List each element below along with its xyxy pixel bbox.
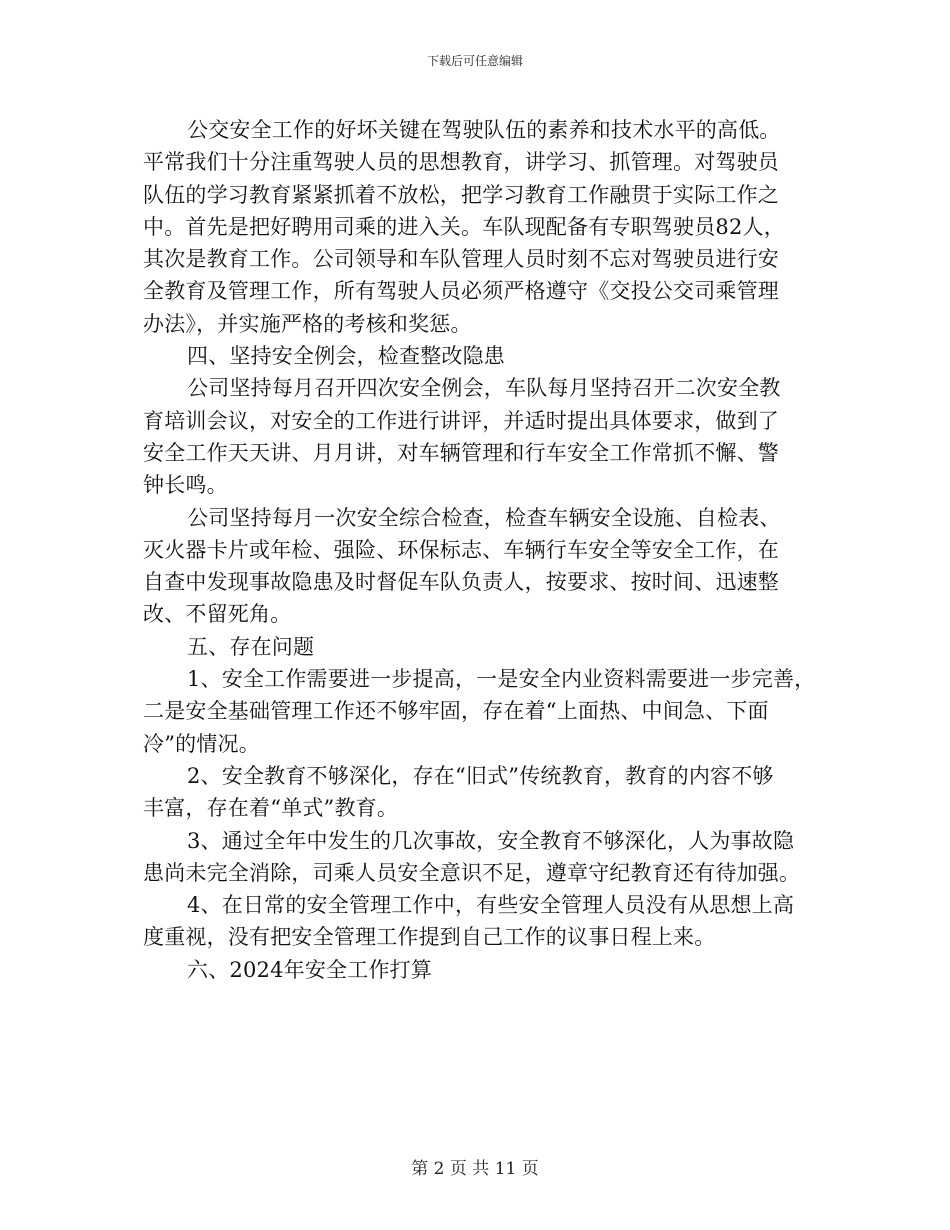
page-footer: 第 2 页 共 11 页	[411, 1159, 539, 1179]
text-line: 其次是教育工作。公司领导和车队管理人员时刻不忘对驾驶员进行安	[143, 247, 779, 272]
text-line: 4、在日常的安全管理工作中，有些安全管理人员没有从思想上高	[187, 893, 795, 918]
text-line: 公司坚持每月召开四次安全例会，车队每月坚持召开二次安全教	[187, 376, 781, 401]
text-line: 患尚未完全消除，司乘人员安全意识不足，遵章守纪教育还有待加强。	[143, 860, 801, 885]
text-line: 丰富，存在着“单式”教育。	[143, 796, 399, 821]
text-line: 3、通过全年中发生的几次事故，安全教育不够深化，人为事故隐	[187, 828, 795, 853]
text-line: 2、安全教育不够深化，存在“旧式”传统教育，教育的内容不够	[187, 763, 774, 788]
text-line: 育培训会议，对安全的工作进行讲评，并适时提出具体要求，做到了	[143, 408, 779, 433]
text-line: 中。首先是把好聘用司乘的进入关。车队现配备有专职驾驶员82人，	[143, 214, 785, 239]
text-line: 自查中发现事故隐患及时督促车队负责人，按要求、按时间、迅速整	[143, 570, 779, 595]
text-line: 五、存在问题	[187, 634, 315, 659]
text-line: 度重视，没有把安全管理工作提到自己工作的议事日程上来。	[143, 925, 716, 950]
text-line: 办法》，并实施严格的考核和奖惩。	[143, 311, 472, 336]
text-line: 钟长鸣。	[143, 473, 228, 498]
text-line: 全教育及管理工作，所有驾驶人员必须严格遵守《交投公交司乘管理	[143, 279, 779, 304]
document-body	[143, 114, 816, 986]
text-line: 公交安全工作的好坏关键在驾驶队伍的素养和技术水平的高低。	[187, 118, 781, 142]
text-line: 冷”的情况。	[143, 731, 260, 756]
text-line: 公司坚持每月一次安全综合检查，检查车辆安全设施、自检表、	[187, 505, 781, 530]
text-line: 安全工作天天讲、月月讲，对车辆管理和行车安全工作常抓不懈、警	[143, 440, 779, 465]
text-line: 四、坚持安全例会，检查整改隐患	[187, 344, 505, 369]
text-line: 灭火器卡片或年检、强险、环保标志、车辆行车安全等安全工作，在	[143, 537, 779, 562]
page-header: 下载后可任意编辑	[426, 54, 523, 68]
text-line: 六、2024年安全工作打算	[187, 957, 433, 982]
text-line: 二是安全基础管理工作还不够牢固，存在着“上面热、中间急、下面	[143, 699, 769, 724]
text-line: 队伍的学习教育紧紧抓着不放松，把学习教育工作融贯于实际工作之	[143, 182, 779, 207]
text-line: 改、不留死角。	[143, 602, 292, 627]
text-line: 平常我们十分注重驾驶人员的思想教育，讲学习、抓管理。对驾驶员	[143, 150, 779, 175]
text-line: 1、安全工作需要进一步提高，一是安全内业资料需要进一步完善，	[187, 667, 816, 692]
